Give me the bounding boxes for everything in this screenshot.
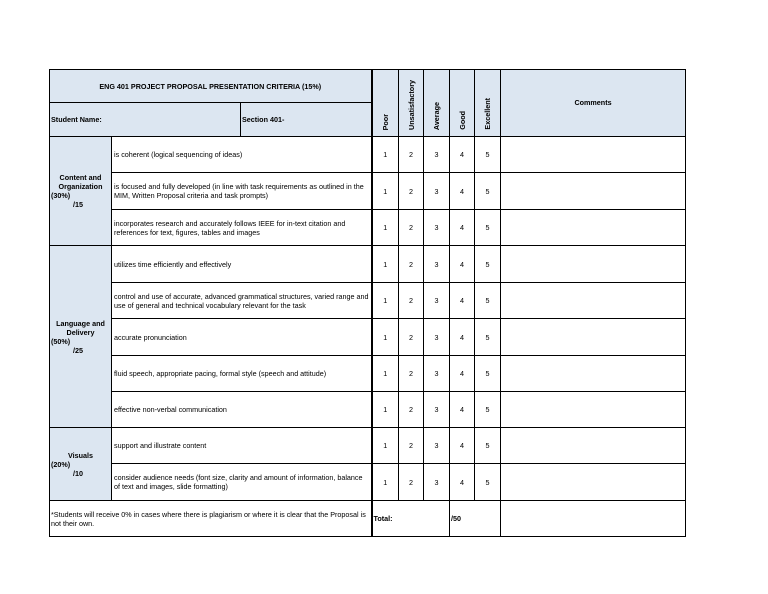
comment-cell[interactable]: [501, 464, 686, 501]
score-option-poor[interactable]: 1: [372, 210, 399, 246]
score-option-unsatisfactory[interactable]: 2: [399, 356, 424, 392]
score-option-poor[interactable]: 1: [372, 173, 399, 210]
comment-cell[interactable]: [501, 392, 686, 428]
criterion-text: fluid speech, appropriate pacing, formal style (speech and attitude): [112, 356, 372, 392]
criterion-row: [50, 173, 686, 210]
score-option-unsatisfactory[interactable]: 2: [399, 319, 424, 356]
comment-cell[interactable]: [501, 210, 686, 246]
category-weight: (30%): [51, 191, 71, 200]
category-cell: [50, 428, 112, 501]
score-option-good[interactable]: 4: [450, 319, 475, 356]
criterion-text: is focused and fully developed (in line with task requirements as outlined in the MIM, Written Proposal criteria and task prompts): [112, 173, 372, 210]
score-option-excellent[interactable]: 5: [475, 137, 501, 173]
score-option-good[interactable]: 4: [450, 173, 475, 210]
score-option-poor[interactable]: 1: [372, 137, 399, 173]
category-name-line1: Content and: [59, 173, 102, 182]
criterion-row: [50, 464, 686, 501]
criterion-text: effective non-verbal communication: [112, 392, 372, 428]
header-excellent: Excellent: [475, 70, 501, 137]
criterion-row: [50, 283, 686, 319]
score-option-excellent[interactable]: 5: [475, 392, 501, 428]
score-option-poor[interactable]: 1: [372, 246, 399, 283]
category-weight: (20%): [51, 459, 71, 469]
student-name-field[interactable]: Student Name:: [50, 103, 241, 137]
score-option-excellent[interactable]: 5: [475, 173, 501, 210]
score-option-unsatisfactory[interactable]: 2: [399, 210, 424, 246]
score-option-poor[interactable]: 1: [372, 283, 399, 319]
score-option-excellent[interactable]: 5: [475, 210, 501, 246]
category-points: /25: [73, 345, 83, 355]
score-option-excellent[interactable]: 5: [475, 283, 501, 319]
total-label: Total:: [372, 501, 450, 537]
score-option-poor[interactable]: 1: [372, 356, 399, 392]
comment-cell[interactable]: [501, 137, 686, 173]
criterion-text: utilizes time efficiently and effectively: [112, 246, 372, 283]
score-option-average[interactable]: 3: [424, 428, 450, 464]
score-option-unsatisfactory[interactable]: 2: [399, 246, 424, 283]
criterion-row: [50, 428, 686, 464]
score-option-poor[interactable]: 1: [372, 319, 399, 356]
score-option-unsatisfactory[interactable]: 2: [399, 428, 424, 464]
score-option-good[interactable]: 4: [450, 246, 475, 283]
rubric-table: [49, 69, 686, 537]
score-option-unsatisfactory[interactable]: 2: [399, 392, 424, 428]
score-option-excellent[interactable]: 5: [475, 246, 501, 283]
criterion-row: [50, 392, 686, 428]
criterion-text: accurate pronunciation: [112, 319, 372, 356]
total-comment-cell[interactable]: [501, 501, 686, 537]
score-option-excellent[interactable]: 5: [475, 464, 501, 501]
category-name-line1: Language and: [56, 318, 105, 328]
comment-cell[interactable]: [501, 173, 686, 210]
category-name-line1: Visuals: [67, 450, 94, 460]
score-option-average[interactable]: 3: [424, 246, 450, 283]
score-option-poor[interactable]: 1: [372, 464, 399, 501]
header-poor: Poor: [372, 70, 399, 137]
rubric-sheet: [49, 69, 685, 537]
score-option-poor[interactable]: 1: [372, 428, 399, 464]
score-option-average[interactable]: 3: [424, 464, 450, 501]
score-option-good[interactable]: 4: [450, 137, 475, 173]
title-row: [50, 70, 686, 103]
score-option-excellent[interactable]: 5: [475, 319, 501, 356]
criterion-row: [50, 246, 686, 283]
score-option-good[interactable]: 4: [450, 210, 475, 246]
category-name-line2: Delivery: [66, 327, 95, 337]
score-option-average[interactable]: 3: [424, 137, 450, 173]
criterion-row: [50, 319, 686, 356]
score-option-good[interactable]: 4: [450, 428, 475, 464]
criterion-row: [50, 137, 686, 173]
category-name-line2: Organization: [58, 182, 103, 191]
header-good: Good: [450, 70, 475, 137]
criterion-text: support and illustrate content: [112, 428, 372, 464]
score-option-good[interactable]: 4: [450, 283, 475, 319]
criterion-text: control and use of accurate, advanced grammatical structures, varied range and use of general and technical vocabulary relevant for the task: [112, 283, 372, 319]
form-title: ENG 401 PROJECT PROPOSAL PRESENTATION CRITERIA (15%): [50, 70, 372, 103]
score-option-unsatisfactory[interactable]: 2: [399, 137, 424, 173]
category-points: /15: [73, 200, 83, 209]
score-option-unsatisfactory[interactable]: 2: [399, 464, 424, 501]
score-option-good[interactable]: 4: [450, 464, 475, 501]
score-option-average[interactable]: 3: [424, 356, 450, 392]
criterion-row: [50, 210, 686, 246]
total-points: /50: [450, 501, 501, 537]
comment-cell[interactable]: [501, 319, 686, 356]
comment-cell[interactable]: [501, 428, 686, 464]
score-option-excellent[interactable]: 5: [475, 428, 501, 464]
header-unsatisfactory: Unsatisfactory: [399, 70, 424, 137]
criterion-text: incorporates research and accurately follows IEEE for in-text citation and references for text, figures, tables and images: [112, 210, 372, 246]
plagiarism-note: *Students will receive 0% in cases where there is plagiarism or where it is clear that the Proposal is not their own.: [50, 501, 372, 537]
footer-row: [50, 501, 686, 537]
category-cell: [50, 246, 112, 428]
criterion-text: is coherent (logical sequencing of ideas): [112, 137, 372, 173]
comment-cell[interactable]: [501, 283, 686, 319]
score-option-average[interactable]: 3: [424, 392, 450, 428]
score-option-average[interactable]: 3: [424, 210, 450, 246]
category-cell: [50, 137, 112, 246]
score-option-unsatisfactory[interactable]: 2: [399, 283, 424, 319]
score-option-unsatisfactory[interactable]: 2: [399, 173, 424, 210]
criterion-text: consider audience needs (font size, clarity and amount of information, balance of text and images, slide formatting): [112, 464, 372, 501]
comment-cell[interactable]: [501, 356, 686, 392]
comments-header: Comments: [501, 70, 686, 137]
category-points: /10: [73, 468, 83, 478]
score-option-good[interactable]: 4: [450, 356, 475, 392]
criterion-row: [50, 356, 686, 392]
header-average: Average: [424, 70, 450, 137]
category-weight: (50%): [51, 336, 71, 346]
comment-cell[interactable]: [501, 246, 686, 283]
section-field[interactable]: Section 401-: [241, 103, 372, 137]
score-option-average[interactable]: 3: [424, 173, 450, 210]
score-option-average[interactable]: 3: [424, 283, 450, 319]
score-option-good[interactable]: 4: [450, 392, 475, 428]
score-option-excellent[interactable]: 5: [475, 356, 501, 392]
score-option-poor[interactable]: 1: [372, 392, 399, 428]
score-option-average[interactable]: 3: [424, 319, 450, 356]
